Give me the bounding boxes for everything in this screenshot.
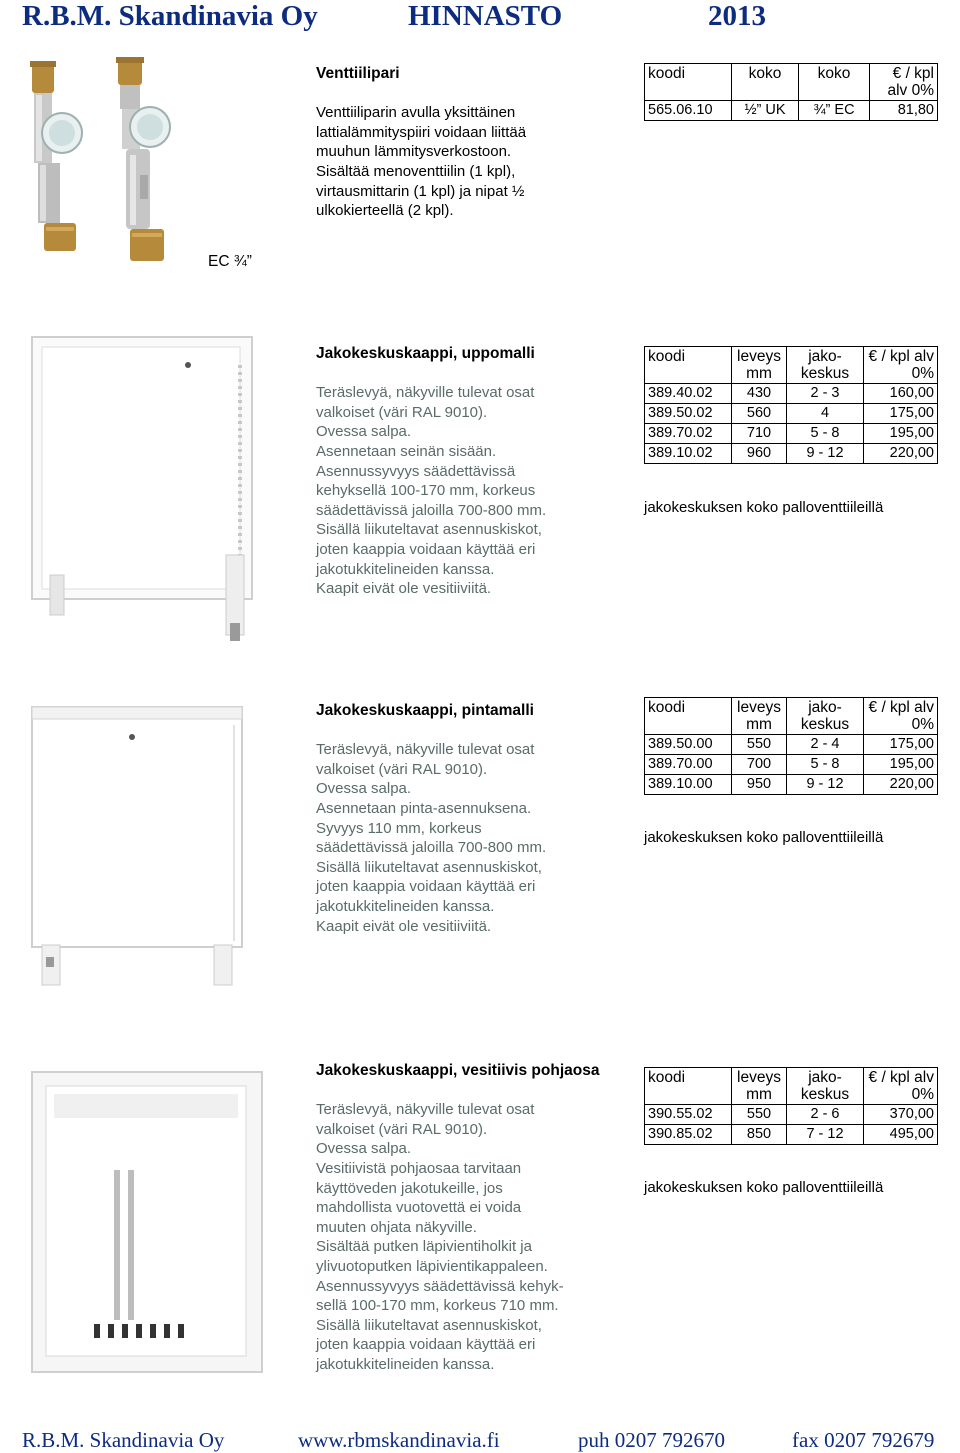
desc-line: ulkokierteellä (2 kpl). — [316, 202, 454, 220]
cell: 7 - 12 — [787, 1125, 864, 1145]
cell-price: 175,00 — [864, 735, 938, 755]
desc-line: Asennetaan pinta-asennuksena. — [316, 799, 532, 817]
desc-line: Asennussyvyys säädettävissä — [316, 462, 516, 480]
desc-line: Syvyys 110 mm, korkeus — [316, 819, 482, 837]
cell: 5 - 8 — [787, 755, 864, 775]
product-title: Jakokeskuskaappi, pintamalli — [316, 702, 534, 719]
cell-price: 195,00 — [864, 755, 938, 775]
desc-line: Teräslevyä, näkyville tulevat osat — [316, 384, 535, 402]
col-header: koko — [732, 64, 799, 101]
price-table — [644, 346, 938, 464]
table-row — [645, 735, 938, 755]
table-row — [645, 755, 938, 775]
table-row — [645, 424, 938, 444]
cell: 710 — [732, 424, 787, 444]
header-title: HINNASTO — [408, 0, 563, 32]
desc-line: Teräslevyä, näkyville tulevat osat — [316, 741, 535, 759]
cell-price: 160,00 — [864, 384, 938, 404]
watertight-cabinet-description — [316, 1061, 606, 1375]
desc-line: Ovessa salpa. — [316, 423, 412, 441]
desc-line: ylivuotoputken läpivientikappaleen. — [316, 1257, 548, 1275]
surface-cabinet-image — [30, 705, 260, 995]
cell: ½” UK — [732, 101, 799, 121]
cell: 950 — [732, 775, 787, 795]
col-header: koodi — [645, 347, 732, 384]
desc-line: jakotukkitelineiden kanssa. — [316, 1355, 495, 1373]
cell-price: 220,00 — [864, 444, 938, 464]
cell: 850 — [732, 1125, 787, 1145]
desc-line: Kaapit eivät ole vesitiiviitä. — [316, 580, 492, 598]
header-year: 2013 — [708, 0, 766, 32]
desc-line: säädettävissä jaloilla 700-800 mm. — [316, 501, 547, 519]
cell: 5 - 8 — [787, 424, 864, 444]
cell-price: 195,00 — [864, 424, 938, 444]
cell: 9 - 12 — [787, 775, 864, 795]
cell-code: 389.70.02 — [645, 424, 732, 444]
cell: ¾” EC — [799, 101, 870, 121]
cell-price: 175,00 — [864, 404, 938, 424]
desc-line: valkoiset (väri RAL 9010). — [316, 403, 488, 421]
cell: 700 — [732, 755, 787, 775]
table-row — [645, 1105, 938, 1125]
desc-line: Asennetaan seinän sisään. — [316, 442, 497, 460]
cell-code: 389.50.02 — [645, 404, 732, 424]
desc-line: Sisällä liikuteltavat asennuskiskot, — [316, 858, 542, 876]
col-header: € / kpl alv 0% — [864, 698, 938, 735]
desc-line: mahdollista vuotovettä ei voida — [316, 1199, 522, 1217]
desc-line: Teräslevyä, näkyville tulevat osat — [316, 1101, 535, 1119]
desc-line: Venttiiliparin avulla yksittäinen — [316, 104, 516, 122]
desc-line: muuhun lämmitysverkostoon. — [316, 143, 512, 161]
cell-price: 370,00 — [864, 1105, 938, 1125]
col-header: leveys mm — [732, 698, 787, 735]
col-header: jako- keskus — [787, 698, 864, 735]
valve-pair-description — [316, 64, 606, 221]
col-header: € / kpl alv 0% — [870, 64, 938, 101]
cell-code: 389.10.02 — [645, 444, 732, 464]
recessed-cabinet-image — [30, 335, 260, 655]
cell: 550 — [732, 1105, 787, 1125]
table-row — [645, 1125, 938, 1145]
desc-line: Vesitiivistä pohjaosaa tarvitaan — [316, 1159, 522, 1177]
product-title: Jakokeskuskaappi, vesitiivis pohjaosa — [316, 1062, 600, 1079]
cell: 560 — [732, 404, 787, 424]
desc-line: Sisällä liikuteltavat asennuskiskot, — [316, 521, 542, 539]
desc-line: kehyksellä 100-170 mm, korkeus — [316, 482, 536, 500]
table-row — [645, 384, 938, 404]
footer-website: www.rbmskandinavia.fi — [298, 1428, 500, 1452]
desc-line: Ovessa salpa. — [316, 1140, 412, 1158]
product-title: Jakokeskuskaappi, uppomalli — [316, 345, 535, 362]
table-row — [645, 101, 938, 121]
desc-line: Sisältää putken läpivientiholkit ja — [316, 1238, 532, 1256]
desc-line: joten kaappia voidaan käyttää eri — [316, 540, 536, 558]
valve-pair-image — [10, 55, 200, 270]
price-table — [644, 697, 938, 795]
cell: 2 - 6 — [787, 1105, 864, 1125]
cell-code: 565.06.10 — [645, 101, 732, 121]
cell: 430 — [732, 384, 787, 404]
watertight-cabinet-image — [30, 1070, 270, 1390]
cell: 960 — [732, 444, 787, 464]
footer-company: R.B.M. Skandinavia Oy — [22, 1428, 225, 1452]
cell-code: 390.85.02 — [645, 1125, 732, 1145]
cell-code: 389.10.00 — [645, 775, 732, 795]
price-table — [644, 63, 938, 121]
cell: 2 - 4 — [787, 735, 864, 755]
col-header: € / kpl alv 0% — [864, 1068, 938, 1105]
ec-note: EC ¾” — [208, 253, 252, 270]
desc-line: jakotukkitelineiden kanssa. — [316, 897, 495, 915]
desc-line: Asennussyvyys säädettävissä kehyk- — [316, 1277, 564, 1295]
table-row — [645, 444, 938, 464]
desc-line: sellä 100-170 mm, korkeus 710 mm. — [316, 1297, 559, 1315]
header-company: R.B.M. Skandinavia Oy — [22, 0, 318, 32]
cell-code: 389.50.00 — [645, 735, 732, 755]
price-table — [644, 1067, 938, 1145]
col-header: koodi — [645, 64, 732, 101]
desc-line: lattialämmityspiiri voidaan liittää — [316, 123, 527, 141]
cell-price: 495,00 — [864, 1125, 938, 1145]
page-header — [22, 0, 960, 30]
valve-left-drawing — [30, 61, 82, 251]
cell-code: 389.40.02 — [645, 384, 732, 404]
size-note: jakokeskuksen koko palloventtiileillä — [644, 1179, 884, 1196]
col-header: € / kpl alv 0% — [864, 347, 938, 384]
valve-right-drawing — [116, 57, 170, 261]
desc-line: Ovessa salpa. — [316, 780, 412, 798]
product-title: Venttiilipari — [316, 65, 400, 82]
surface-cabinet-description — [316, 701, 606, 936]
desc-line: Sisällä liikuteltavat asennuskiskot, — [316, 1316, 542, 1334]
col-header: koodi — [645, 698, 732, 735]
table-row — [645, 404, 938, 424]
col-header: jako- keskus — [787, 1068, 864, 1105]
cell-price: 81,80 — [870, 101, 938, 121]
col-header: koko — [799, 64, 870, 101]
cell: 550 — [732, 735, 787, 755]
table-row — [645, 775, 938, 795]
cell-code: 389.70.00 — [645, 755, 732, 775]
desc-line: käyttöveden jakotukeille, jos — [316, 1179, 503, 1197]
cell: 9 - 12 — [787, 444, 864, 464]
desc-line: jakotukkitelineiden kanssa. — [316, 560, 495, 578]
desc-line: valkoiset (väri RAL 9010). — [316, 1120, 488, 1138]
cell-code: 390.55.02 — [645, 1105, 732, 1125]
desc-line: virtausmittarin (1 kpl) ja nipat ½ — [316, 182, 525, 200]
desc-line: Sisältää menoventtiilin (1 kpl), — [316, 162, 516, 180]
recessed-cabinet-description — [316, 344, 606, 599]
col-header: leveys mm — [732, 1068, 787, 1105]
page-footer — [22, 1428, 960, 1453]
desc-line: joten kaappia voidaan käyttää eri — [316, 878, 536, 896]
col-header: jako- keskus — [787, 347, 864, 384]
footer-phone: puh 0207 792670 — [578, 1428, 725, 1452]
cell-price: 220,00 — [864, 775, 938, 795]
col-header: koodi — [645, 1068, 732, 1105]
desc-line: joten kaappia voidaan käyttää eri — [316, 1336, 536, 1354]
desc-line: säädettävissä jaloilla 700-800 mm. — [316, 839, 547, 857]
cell: 4 — [787, 404, 864, 424]
desc-line: muuten ohjata näkyville. — [316, 1218, 477, 1236]
size-note: jakokeskuksen koko palloventtiileillä — [644, 499, 884, 516]
col-header: leveys mm — [732, 347, 787, 384]
desc-line: Kaapit eivät ole vesitiiviitä. — [316, 917, 492, 935]
footer-fax: fax 0207 792679 — [792, 1428, 935, 1452]
size-note: jakokeskuksen koko palloventtiileillä — [644, 829, 884, 846]
desc-line: valkoiset (väri RAL 9010). — [316, 760, 488, 778]
cell: 2 - 3 — [787, 384, 864, 404]
